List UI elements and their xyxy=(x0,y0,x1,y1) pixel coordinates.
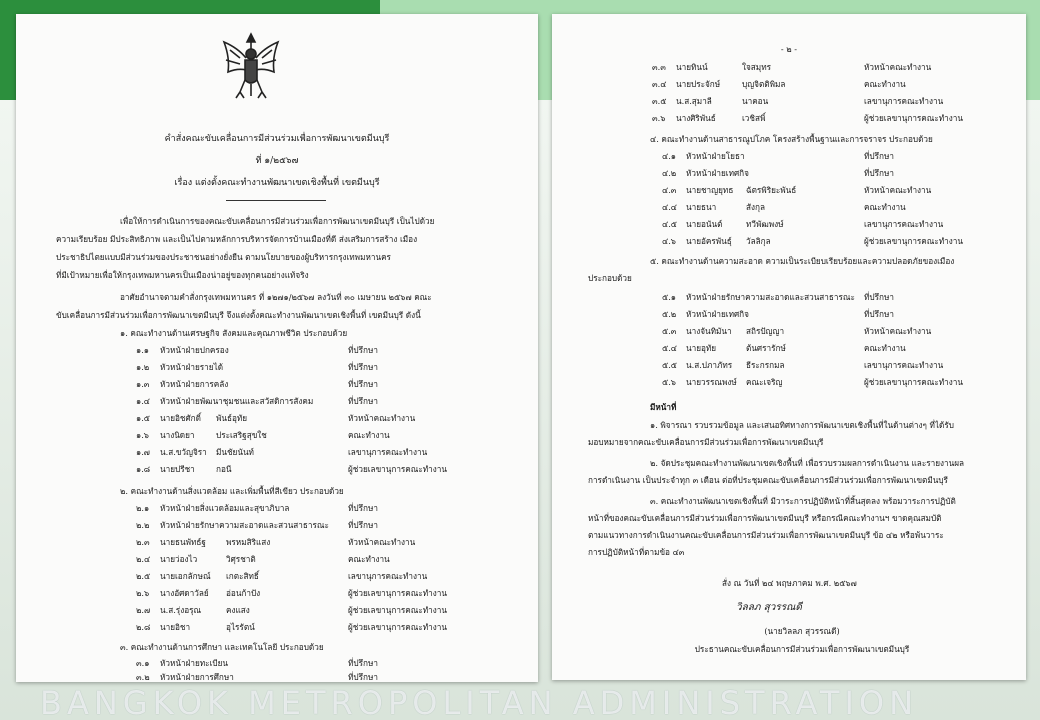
member-row: ๒.๑ หัวหน้าฝ่ายสิ่งแวดล้อมและสุขาภิบาล ที่ปรึกษา xyxy=(136,503,378,513)
member-row: ๓.๑ หัวหน้าฝ่ายทะเบียน ที่ปรึกษา xyxy=(136,658,378,668)
duty-line-7: ตามแนวทางการดำเนินงานคณะขับเคลื่อนการมีส่วนร่วมเพื่อการพัฒนาเขตมีนบุรี ข้อ ๔๒ หรือพ้นวาระ xyxy=(588,530,944,540)
member-row: ๕.๓ นางจันทิมันา สถิรปัญญา หัวหน้าคณะทำงาน xyxy=(662,326,932,336)
group-2-title: ๒. คณะทำงานด้านสิ่งแวดล้อม และเพิ่มพื้นที่สีเขียว ประกอบด้วย xyxy=(120,486,344,496)
member-row: ๑.๗ น.ส.ขวัญจิรา มีนชัยนันท์ เลขานุการคณะทำงาน xyxy=(136,447,428,457)
intro-line-4: ที่มีเป้าหมายเพื่อให้กรุงเทพมหานครเป็นเมืองน่าอยู่ของทุกคนอย่างแท้จริง xyxy=(56,270,309,280)
signer-title: ประธานคณะขับเคลื่อนการมีส่วนร่วมเพื่อการพัฒนาเขตมีนบุรี xyxy=(694,644,910,654)
background-watermark: BANGKOK METROPOLITAN ADMINISTRATION xyxy=(40,684,919,720)
member-row: ๑.๘ นายปรีชา กอนี ผู้ช่วยเลขานุการคณะทำงาน xyxy=(136,464,447,474)
member-row: ๓.๔ นายประจักษ์ บุญจิตติพิมล คณะทำงาน xyxy=(652,79,906,89)
document-page-1 xyxy=(16,14,538,682)
signer-name: (นายวิลลภ สุวรรณดี) xyxy=(764,626,840,636)
subject-divider xyxy=(226,200,326,201)
member-row: ๑.๕ นายอิชศักดิ์ พันธ์อุทัย หัวหน้าคณะทำงาน xyxy=(136,413,416,423)
member-row: ๓.๓ นายทินน์ ใจสมุทร หัวหน้าคณะทำงาน xyxy=(652,62,932,72)
duty-line-1: ๑. พิจารณา รวบรวมข้อมูล และเสนอทิศทางการพัฒนาเขตเชิงพื้นที่ในด้านต่างๆ ที่ได้รับ xyxy=(650,420,954,430)
intro-line-3: ประชาธิปไตยแบบมีส่วนร่วมของประชาชนอย่างยั่งยืน ตามนโยบายของผู้บริหารกรุงเทพมหานคร xyxy=(56,252,391,262)
garuda-emblem-icon xyxy=(216,28,286,102)
duties-title: มีหน้าที่ xyxy=(650,402,677,412)
member-row: ๕.๕ น.ส.ปภาภัทร ธีระกรกมล เลขานุการคณะทำงาน xyxy=(662,360,944,370)
group-5-title-cont: ประกอบด้วย xyxy=(588,273,632,283)
member-row: ๔.๒ หัวหน้าฝ่ายเทศกิจ ที่ปรึกษา xyxy=(662,168,894,178)
member-row: ๕.๖ นายวรรณพงษ์ คณะเจริญ ผู้ช่วยเลขานุการคณะทำงาน xyxy=(662,377,963,387)
member-row: ๑.๑ หัวหน้าฝ่ายปกครอง ที่ปรึกษา xyxy=(136,345,378,355)
duty-line-6: หน้าที่ของคณะขับเคลื่อนการมีส่วนร่วมเพื่อการพัฒนาเขตมีนบุรี หรือกรณีคณะทำงานฯ ขาดคุณสมบัติ xyxy=(588,513,942,523)
member-row: ๓.๕ น.ส.สุมาลี นาคอน เลขานุการคณะทำงาน xyxy=(652,96,944,106)
member-row: ๒.๕ นายเอกลักษณ์ เกตะสิทธิ์ เลขานุการคณะทำงาน xyxy=(136,571,428,581)
member-row: ๔.๑ หัวหน้าฝ่ายโยธา ที่ปรึกษา xyxy=(662,151,894,161)
member-row: ๔.๔ นายธนา สังกุล คณะทำงาน xyxy=(662,202,906,212)
order-subject: เรื่อง แต่งตั้งคณะทำงานพัฒนาเขตเชิงพื้นที่ เขตมีนบุรี xyxy=(174,178,380,188)
order-number: ที่ ๑/๒๕๖๗ xyxy=(255,156,299,166)
member-row: ๒.๓ นายธนพัทธ์ฐ พรหมสิริแสง หัวหน้าคณะทำงาน xyxy=(136,537,416,547)
order-date: สั่ง ณ วันที่ ๒๔ พฤษภาคม พ.ศ. ๒๕๖๗ xyxy=(722,578,857,588)
member-row: ๑.๔ หัวหน้าฝ่ายพัฒนาชุมชนและสวัสดิการสังคม ที่ปรึกษา xyxy=(136,396,378,406)
document-page-2 xyxy=(552,14,1026,680)
member-row: ๑.๒ หัวหน้าฝ่ายรายได้ ที่ปรึกษา xyxy=(136,362,378,372)
member-row: ๑.๓ หัวหน้าฝ่ายการคลัง ที่ปรึกษา xyxy=(136,379,378,389)
member-row: ๔.๖ นายอัครพันธุ์ วัลลิกุล ผู้ช่วยเลขานุการคณะทำงาน xyxy=(662,236,963,246)
member-row: ๓.๒ หัวหน้าฝ่ายการศึกษา ที่ปรึกษา xyxy=(136,672,378,682)
member-row: ๕.๔ นายอุทัย ต้นศรารักษ์ คณะทำงาน xyxy=(662,343,906,353)
member-row: ๒.๔ นายว่องไว วิศุรชาติ คณะทำงาน xyxy=(136,554,390,564)
member-row: ๕.๑ หัวหน้าฝ่ายรักษาความสะอาดและสวนสาธารณะ ที่ปรึกษา xyxy=(662,292,894,302)
group-5-title: ๕. คณะทำงานด้านความสะอาด ความเป็นระเบียบเรียบร้อยและความปลอดภัยของเมือง xyxy=(650,256,955,266)
group-4-title: ๔. คณะทำงานด้านสาธารณูปโภค โครงสร้างพื้นฐานและการจราจร ประกอบด้วย xyxy=(650,134,933,144)
member-row: ๓.๖ นางศิริพันธ์ เวชิสพิ์ ผู้ช่วยเลขานุการคณะทำงาน xyxy=(652,113,963,123)
duty-line-2: มอบหมายจากคณะขับเคลื่อนการมีส่วนร่วมเพื่อการพัฒนาเขตมีนบุรี xyxy=(588,437,824,447)
member-row: ๒.๒ หัวหน้าฝ่ายรักษาความสะอาดและสวนสาธารณะ ที่ปรึกษา xyxy=(136,520,378,530)
member-row: ๒.๘ นายอิชา อุไรรัตน์ ผู้ช่วยเลขานุการคณะทำงาน xyxy=(136,622,447,632)
group-1-title: ๑. คณะทำงานด้านเศรษฐกิจ สังคมและคุณภาพชีวิต ประกอบด้วย xyxy=(120,328,348,338)
duty-line-5: ๓. คณะทำงานพัฒนาเขตเชิงพื้นที่ มีวาระการปฏิบัติหน้าที่สิ้นสุดลง พร้อมวาระการปฏิบัติ xyxy=(650,496,956,506)
page-number: - ๒ - xyxy=(780,44,798,54)
intro-line-1: เพื่อให้การดำเนินการของคณะขับเคลื่อนการมีส่วนร่วมเพื่อการพัฒนาเขตมีนบุรี เป็นไปด้วย xyxy=(120,216,435,226)
member-row: ๔.๓ นายชาญยุทธ ฉัตรพิริยะพันธ์ หัวหน้าคณะทำงาน xyxy=(662,185,932,195)
intro-line-2: ความเรียบร้อย มีประสิทธิภาพ และเป็นไปตามหลักการบริหารจัดการบ้านเมืองที่ดี ส่งเสริมการสร้าง เมือง xyxy=(56,234,418,244)
member-row: ๒.๗ น.ส.รุ่งอรุณ คงแสง ผู้ช่วยเลขานุการคณะทำงาน xyxy=(136,605,447,615)
order-heading: คำสั่งคณะขับเคลื่อนการมีส่วนร่วมเพื่อการพัฒนาเขตมีนบุรี xyxy=(164,134,390,144)
member-row: ๔.๕ นายอนันต์ ทวีพัฒพงษ์ เลขานุการคณะทำงาน xyxy=(662,219,944,229)
signature: วิลลภ สุวรรณดี xyxy=(736,602,802,613)
authority-line-1: อาศัยอำนาจตามคำสั่งกรุงเทพมหานคร ที่ ๑๒๗๑/๒๕๖๗ ลงวันที่ ๓๐ เมษายน ๒๕๖๗ คณะ xyxy=(120,292,432,302)
duty-line-8: การปฏิบัติหน้าที่ตามข้อ ๔๓ xyxy=(588,547,685,557)
duty-line-3: ๒. จัดประชุมคณะทำงานพัฒนาเขตเชิงพื้นที่ เพื่อรวบรวมผลการดำเนินงาน และรายงานผล xyxy=(650,458,965,468)
authority-line-2: ขับเคลื่อนการมีส่วนร่วมเพื่อการพัฒนาเขตมีนบุรี จึงแต่งตั้งคณะทำงานพัฒนาเขตเชิงพื้นที่ เขตมีนบุรี ดังนี้ xyxy=(56,310,421,320)
duty-line-4: การดำเนินงาน เป็นประจำทุก ๓ เดือน ต่อที่ประชุมคณะขับเคลื่อนการมีส่วนร่วมเพื่อการพัฒนาเขตมีนบุรี xyxy=(588,475,948,485)
member-row: ๑.๖ นางนิดยา ประเสริฐสุขใช คณะทำงาน xyxy=(136,430,390,440)
group-3-title: ๓. คณะทำงานด้านการศึกษา และเทคโนโลยี ประกอบด้วย xyxy=(120,642,324,652)
member-row: ๕.๒ หัวหน้าฝ่ายเทศกิจ ที่ปรึกษา xyxy=(662,309,894,319)
member-row: ๒.๖ นางอัศดาวัลย์ อ่อนก้าปัง ผู้ช่วยเลขานุการคณะทำงาน xyxy=(136,588,447,598)
